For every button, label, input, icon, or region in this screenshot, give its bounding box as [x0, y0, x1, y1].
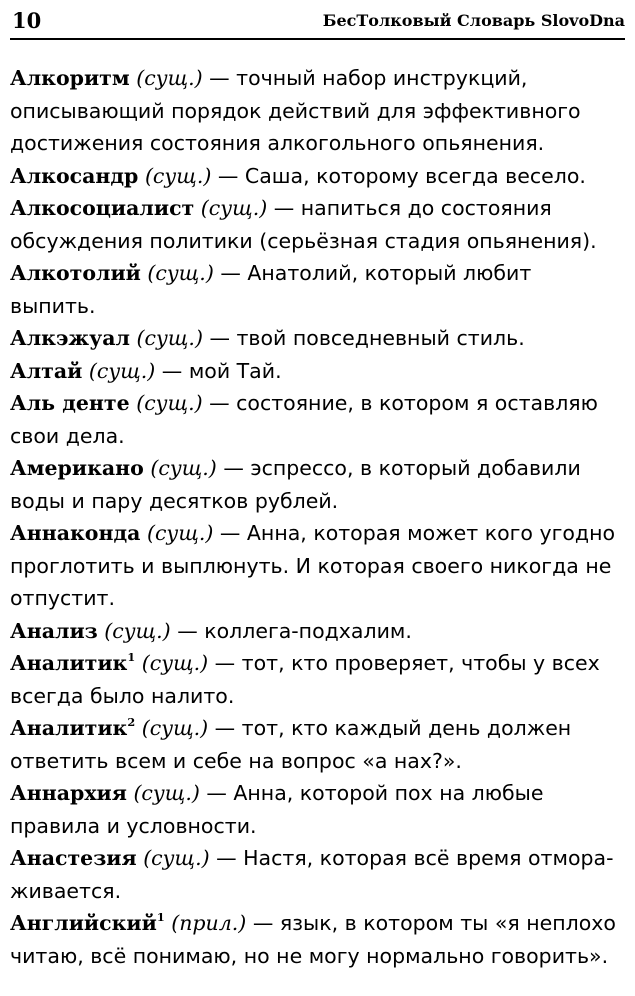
entry-term: Английский [10, 911, 157, 935]
entry-part-of-speech: (прил.) [171, 911, 247, 935]
entry-part-of-speech: (сущ.) [146, 521, 214, 545]
entry-superscript: 1 [127, 649, 136, 664]
entry-definition: — тот, кто проверяет, чтобы у всех всегда было налито. [10, 651, 600, 708]
entry-definition: — точный набор инструкций, описывающий порядок действий для эффективного достижения состояния алкогольного опьянения. [10, 66, 581, 155]
entry-term: Аналитик [10, 651, 128, 675]
dictionary-entry [10, 647, 623, 712]
page-number: 10 [12, 8, 42, 33]
entry-definition: — напиться до состояния обсуждения политики (серьёзная стадия опьянения). [10, 196, 597, 253]
entry-term: Анализ [10, 618, 98, 643]
dictionary-entry [10, 62, 623, 160]
dictionary-entry [10, 322, 623, 355]
entry-definition: — язык, в котором ты «я неплохо читаю, всё понимаю, но не могу нормально говорить». [10, 911, 616, 968]
dictionary-entry [10, 160, 623, 193]
dictionary-entry [10, 387, 623, 452]
dictionary-entry [10, 355, 623, 388]
dictionary-entry [10, 257, 623, 322]
dictionary-entry [10, 907, 623, 972]
dictionary-entry [10, 452, 623, 517]
entry-part-of-speech: (сущ.) [200, 196, 268, 220]
entry-part-of-speech: (сущ.) [136, 391, 203, 415]
entry-term: Американо [10, 456, 144, 480]
entry-term: Алкосандр [10, 163, 139, 188]
entry-definition: — тот, кто каждый день должен ответить всем и себе на вопрос «а нах?». [10, 716, 572, 773]
page-header [10, 6, 625, 40]
dictionary-entry [10, 517, 623, 615]
entry-term: Аннархия [10, 781, 127, 805]
dictionary-entry [10, 777, 623, 842]
running-title: БесТолковый Словарь SlovoDna [322, 11, 625, 30]
entry-term: Анастезия [10, 846, 137, 870]
entry-term: Аннаконда [10, 521, 141, 545]
entry-part-of-speech: (сущ.) [144, 163, 212, 188]
entry-superscript: 2 [127, 714, 136, 729]
entry-definition: — мой Тай. [155, 358, 282, 383]
entry-definition: — Анатолий, который любит выпить. [10, 261, 532, 318]
entry-term: Алкэжуал [10, 326, 130, 350]
entry-definition: — состояние, в котором я оставляю свои дела. [10, 391, 598, 448]
dictionary-entry [10, 615, 623, 648]
entry-term: Алкотолий [10, 261, 141, 285]
entry-definition: — коллега-подхалим. [170, 618, 412, 643]
entry-definition: — эспрессо, в который добавили воды и пару десятков рублей. [10, 456, 581, 513]
entry-definition: — Анна, которая может кого угодно проглотить и выплюнуть. И которая своего никогда не отпустит. [10, 521, 616, 610]
entry-term: Алкосоциалист [10, 196, 195, 220]
entry-term: Аналитик [10, 716, 128, 740]
entry-term: Аль денте [10, 391, 130, 415]
dictionary-entries [10, 62, 623, 972]
entry-definition: — твой повседневный стиль. [202, 326, 525, 350]
entry-part-of-speech: (сущ.) [136, 326, 203, 350]
entry-term: Алкоритм [10, 66, 130, 90]
entry-definition: — Анна, которой пох на любые правила и условности. [10, 781, 544, 838]
entry-part-of-speech: (сущ.) [141, 716, 209, 740]
entry-part-of-speech: (сущ.) [104, 618, 171, 643]
entry-term: Алтай [10, 358, 83, 383]
entry-part-of-speech: (сущ.) [150, 456, 217, 480]
entry-part-of-speech: (сущ.) [147, 261, 214, 285]
entry-definition: — Саша, которому всегда весело. [211, 163, 586, 188]
entry-part-of-speech: (сущ.) [141, 651, 209, 675]
dictionary-entry [10, 712, 623, 777]
entry-definition: — Настя, которая всё время отмораживается. [10, 846, 614, 903]
entry-part-of-speech: (сущ.) [133, 781, 200, 805]
entry-part-of-speech: (сущ.) [143, 846, 210, 870]
entry-part-of-speech: (сущ.) [88, 358, 156, 383]
entry-superscript: 1 [156, 909, 165, 924]
dictionary-entry [10, 842, 623, 907]
dictionary-entry [10, 192, 623, 257]
entry-part-of-speech: (сущ.) [136, 66, 203, 90]
